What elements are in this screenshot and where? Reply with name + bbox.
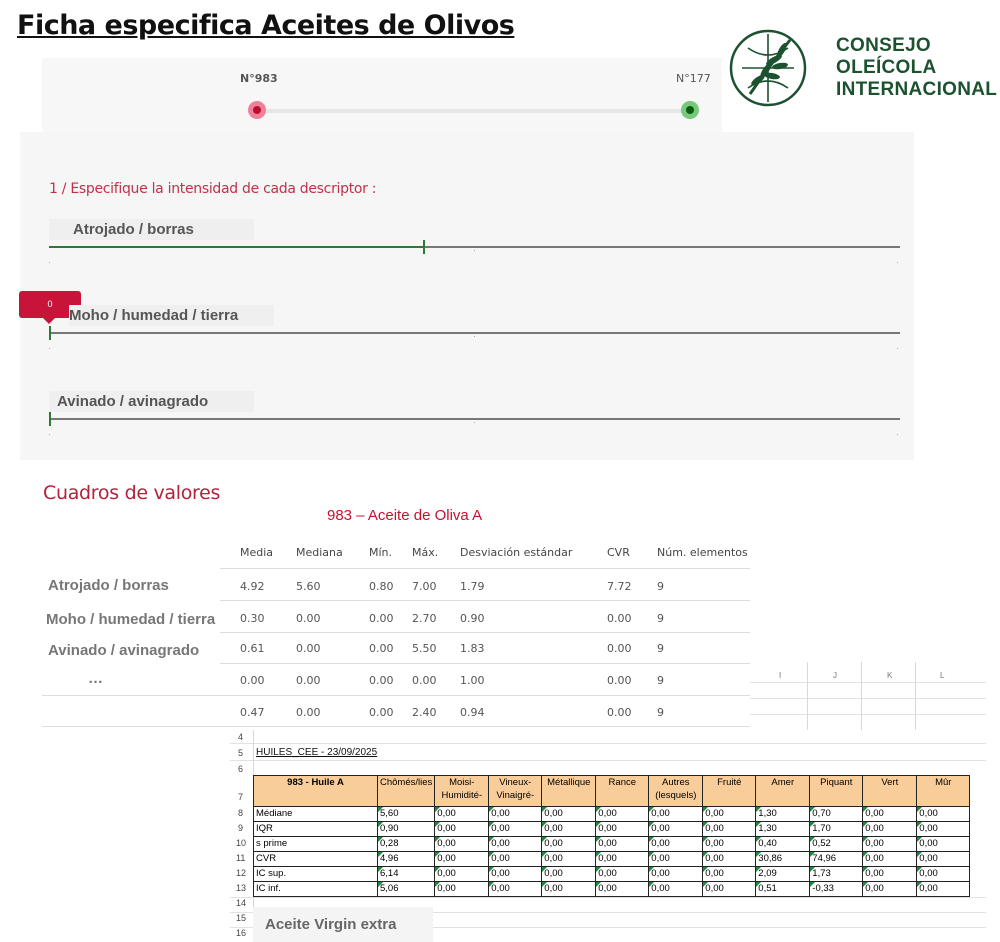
sheet-row-label: Médiane	[254, 807, 378, 822]
sheet-header-cell: Piquant	[810, 776, 863, 807]
tick	[49, 434, 50, 435]
grid-line	[750, 682, 986, 683]
sheet-cell: 0,00	[489, 822, 542, 837]
grid-line	[750, 698, 986, 699]
sheet-cell: 30,86	[756, 852, 810, 867]
descriptor-label-2: Moho / humedad / tierra	[69, 305, 274, 326]
sheet-cell: 0,00	[917, 852, 970, 867]
sheet-cell: 1,30	[756, 807, 810, 822]
tick	[897, 434, 898, 435]
col-header-max: Máx.	[412, 546, 439, 559]
stats-cell: 9	[657, 642, 664, 655]
stats-cell: 0.90	[460, 612, 485, 625]
stats-cell: 9	[657, 612, 664, 625]
sheet-cell: 0,00	[489, 882, 542, 897]
row-number: 16	[236, 928, 247, 938]
stats-row-label-1: Atrojado / borras	[48, 577, 169, 594]
stats-cell: 0.00	[296, 706, 321, 719]
grid-line	[807, 662, 808, 732]
col-letter: J	[833, 671, 837, 680]
page-title: Ficha especifica Aceites de Olivos	[17, 10, 515, 41]
sheet-row-label: CVR	[254, 852, 378, 867]
sheet-header-cell: Vineux-Vinaigré-	[489, 776, 542, 807]
sheet-cell: 0,00	[649, 837, 703, 852]
row-number: 14	[236, 898, 247, 908]
sheet-cell: 4,96	[378, 852, 435, 867]
stats-cell: 7.72	[607, 580, 632, 593]
sheet-cell: 0,00	[435, 837, 489, 852]
values-section-title: Cuadros de valores	[43, 482, 221, 504]
sheet-cell: 0,00	[435, 882, 489, 897]
descriptor-slider-1[interactable]	[49, 246, 900, 248]
sheet-cell: 0,00	[542, 837, 596, 852]
sample-track	[257, 109, 691, 113]
stats-cell: 9	[657, 706, 664, 719]
sheet-cell: 0,00	[596, 822, 649, 837]
sheet-cell: 0,00	[542, 882, 596, 897]
stats-cell: 4.92	[240, 580, 265, 593]
col-header-cvr: CVR	[607, 546, 630, 559]
sample-selector-panel	[42, 58, 722, 137]
stats-cell: 9	[657, 674, 664, 687]
stats-cell: 0.80	[369, 580, 394, 593]
sheet-row-label: IC inf.	[254, 882, 378, 897]
sheet-cell: 1,30	[756, 822, 810, 837]
sheet-header-cell: 983 - Huile A	[254, 776, 378, 807]
sheet-cell: 0,00	[435, 822, 489, 837]
stats-cell: 5.50	[412, 642, 437, 655]
row-number: 11	[236, 853, 246, 863]
sheet-cell: 74,96	[810, 852, 863, 867]
tick	[897, 262, 898, 263]
sheet-cell: 0,00	[489, 837, 542, 852]
sheet-row-label: IC sup.	[254, 867, 378, 882]
sheet-cell: 6,14	[378, 867, 435, 882]
sheet-cell: 0,00	[917, 882, 970, 897]
sample-177-dot[interactable]	[681, 101, 699, 119]
stats-cell: 7.00	[412, 580, 437, 593]
sheet-header-cell: Fruité	[703, 776, 756, 807]
divider	[220, 600, 750, 601]
stats-cell: 0.00	[607, 674, 632, 687]
col-header-min: Mín.	[369, 546, 393, 559]
grid-line	[861, 662, 862, 732]
intensity-prompt: 1 / Especifique la intensidad de cada descriptor :	[49, 181, 377, 197]
descriptor-label-1: Atrojado / borras	[49, 219, 254, 240]
sheet-cell: 2,09	[756, 867, 810, 882]
row-number: 9	[238, 823, 244, 833]
sheet-cell: 0,00	[703, 852, 756, 867]
sample-983-dot[interactable]	[248, 101, 266, 119]
descriptor-slider-1-thumb[interactable]	[423, 240, 425, 254]
sheet-cell: -0,33	[810, 882, 863, 897]
sheet-cell: 5,60	[378, 807, 435, 822]
stats-cell: 0.00	[369, 706, 394, 719]
sheet-cell: 0,00	[649, 852, 703, 867]
stats-cell: 0.00	[240, 674, 265, 687]
divider	[220, 632, 750, 633]
sheet-cell: 0,00	[863, 852, 917, 867]
stats-row-label-4: …	[88, 670, 103, 687]
sheet-cell: 0,52	[810, 837, 863, 852]
sheet-header-cell: Métallique	[542, 776, 596, 807]
row-number: 5	[238, 748, 244, 758]
divider	[42, 695, 750, 696]
sheet-cell: 0,00	[435, 852, 489, 867]
divider	[42, 726, 750, 727]
sheet-cell: 0,00	[863, 837, 917, 852]
descriptor-slider-3-thumb[interactable]	[49, 412, 51, 426]
stats-cell: 9	[657, 580, 664, 593]
sheet-cell: 0,00	[596, 882, 649, 897]
sheet-cell: 0,70	[810, 807, 863, 822]
stats-cell: 5.60	[296, 580, 321, 593]
sheet-cell: 1,73	[810, 867, 863, 882]
tick	[49, 348, 50, 349]
sheet-cell: 0,00	[863, 807, 917, 822]
stats-cell: 0.00	[369, 674, 394, 687]
divider	[220, 568, 750, 569]
descriptor-slider-3[interactable]	[49, 418, 900, 420]
logo-text-line-1: CONSEJO	[836, 35, 932, 56]
sheet-header-cell: Mûr	[917, 776, 970, 807]
stats-cell: 1.83	[460, 642, 485, 655]
grid-line	[230, 760, 986, 761]
descriptor-slider-2-thumb[interactable]	[49, 326, 51, 340]
col-header-mediana: Mediana	[296, 546, 343, 559]
tick	[474, 250, 475, 251]
tick	[474, 336, 475, 337]
sheet-cell: 0,00	[703, 807, 756, 822]
divider	[220, 663, 750, 664]
stats-cell: 1.79	[460, 580, 485, 593]
sheet-cell: 0,00	[596, 867, 649, 882]
logo-text-line-2: OLEÍCOLA	[836, 57, 937, 78]
sheet-cell: 0,51	[756, 882, 810, 897]
sheet-cell: 0,00	[917, 837, 970, 852]
sheet-header-cell: Autres (lesquels)	[649, 776, 703, 807]
sheet-row-label: IQR	[254, 822, 378, 837]
sheet-cell: 0,00	[649, 867, 703, 882]
col-header-num: Núm. elementos	[657, 546, 748, 559]
bottom-label: Aceite Virgin extra	[265, 916, 397, 933]
stats-row-label-2: Moho / humedad / tierra	[46, 611, 216, 628]
sheet-cell: 0,00	[542, 852, 596, 867]
sheet-cell: 0,00	[435, 867, 489, 882]
sheet-cell: 0,00	[435, 807, 489, 822]
col-header-desviacion: Desviación estándar	[460, 546, 573, 559]
col-letter: I	[779, 671, 782, 680]
sheet-cell: 0,00	[863, 867, 917, 882]
grid-line	[230, 897, 986, 898]
stats-cell: 0.00	[607, 642, 632, 655]
logo-text-line-3: INTERNACIONAL	[836, 79, 998, 100]
tick	[897, 348, 898, 349]
descriptor-label-3: Avinado / avinagrado	[49, 391, 254, 412]
descriptor-slider-2[interactable]	[49, 332, 900, 334]
stats-row-label-3: Avinado / avinagrado	[48, 642, 200, 659]
stats-cell: 0.30	[240, 612, 265, 625]
stats-cell: 0.47	[240, 706, 265, 719]
stats-cell: 0.00	[369, 642, 394, 655]
sheet-cell: 0,00	[703, 837, 756, 852]
grid-line	[750, 714, 986, 715]
stats-cell: 0.00	[607, 706, 632, 719]
sheet-cell: 0,00	[489, 852, 542, 867]
grid-line	[915, 662, 916, 732]
sheet-cell: 0,00	[863, 882, 917, 897]
spreadsheet-table	[253, 775, 970, 897]
col-header-media: Media	[240, 546, 274, 559]
sheet-header-area	[750, 662, 986, 732]
row-number: 8	[238, 808, 244, 818]
sheet-cell: 0,00	[703, 867, 756, 882]
sheet-cell: 0,40	[756, 837, 810, 852]
row-number: 12	[236, 868, 247, 878]
sheet-header-cell: Chômés/lies	[378, 776, 435, 807]
sheet-cell: 0,00	[863, 822, 917, 837]
stats-cell: 2.70	[412, 612, 437, 625]
row-number: 13	[236, 883, 247, 893]
tick	[49, 262, 50, 263]
grid-line	[230, 743, 986, 744]
row-number: 6	[238, 764, 244, 774]
sheet-cell: 0,00	[917, 807, 970, 822]
sheet-cell: 0,00	[596, 852, 649, 867]
stats-cell: 0.61	[240, 642, 265, 655]
sheet-cell: 0,00	[489, 867, 542, 882]
sheet-cell: 0,00	[596, 807, 649, 822]
olive-branch-logo-icon	[728, 28, 808, 108]
stats-cell: 0.94	[460, 706, 485, 719]
sheet-cell: 0,00	[596, 837, 649, 852]
sheet-cell: 0,00	[649, 882, 703, 897]
sheet-cell: 0,00	[542, 822, 596, 837]
sheet-cell: 0,00	[649, 822, 703, 837]
value-badge: 0	[19, 291, 81, 318]
row-number: 4	[238, 732, 244, 742]
sheet-cell: 5,06	[378, 882, 435, 897]
sheet-cell: 0,00	[703, 822, 756, 837]
stats-cell: 0.00	[296, 674, 321, 687]
sheet-header-cell: Amer	[756, 776, 810, 807]
sheet-cell: 0,00	[649, 807, 703, 822]
sheet-row-label: s prime	[254, 837, 378, 852]
stats-cell: 0.00	[607, 612, 632, 625]
descriptor-slider-1-fill	[49, 246, 423, 248]
sheet-cell: 0,00	[703, 882, 756, 897]
row-number: 10	[236, 838, 247, 848]
col-letter: L	[940, 671, 945, 680]
stats-cell: 0.00	[296, 642, 321, 655]
sheet-header-cell: Moisi-Humidité-	[435, 776, 489, 807]
sheet-cell: 0,00	[542, 807, 596, 822]
sheet-cell: 0,00	[917, 867, 970, 882]
tick	[474, 422, 475, 423]
sheet-cell: 0,00	[489, 807, 542, 822]
sheet-cell: 0,28	[378, 837, 435, 852]
sheet-header-cell: Rance	[596, 776, 649, 807]
sheet-header-cell: Vert	[863, 776, 917, 807]
value-badge-pointer	[42, 317, 56, 324]
row-number: 15	[236, 913, 247, 923]
row-number: 7	[238, 792, 244, 802]
sheet-cell: 0,00	[542, 867, 596, 882]
sheet-caption: HUILES_CEE - 23/09/2025	[256, 747, 378, 758]
stats-cell: 0.00	[369, 612, 394, 625]
stats-cell: 1.00	[460, 674, 485, 687]
stats-cell: 0.00	[296, 612, 321, 625]
stats-cell: 2.40	[412, 706, 437, 719]
sample-left-label: N°983	[240, 72, 278, 85]
sheet-cell: 0,00	[917, 822, 970, 837]
stats-table-title: 983 – Aceite de Oliva A	[327, 507, 483, 524]
sample-right-label: N°177	[676, 72, 711, 85]
col-letter: K	[887, 671, 893, 680]
stats-cell: 0.00	[412, 674, 437, 687]
sheet-cell: 1,70	[810, 822, 863, 837]
sheet-cell: 0,90	[378, 822, 435, 837]
